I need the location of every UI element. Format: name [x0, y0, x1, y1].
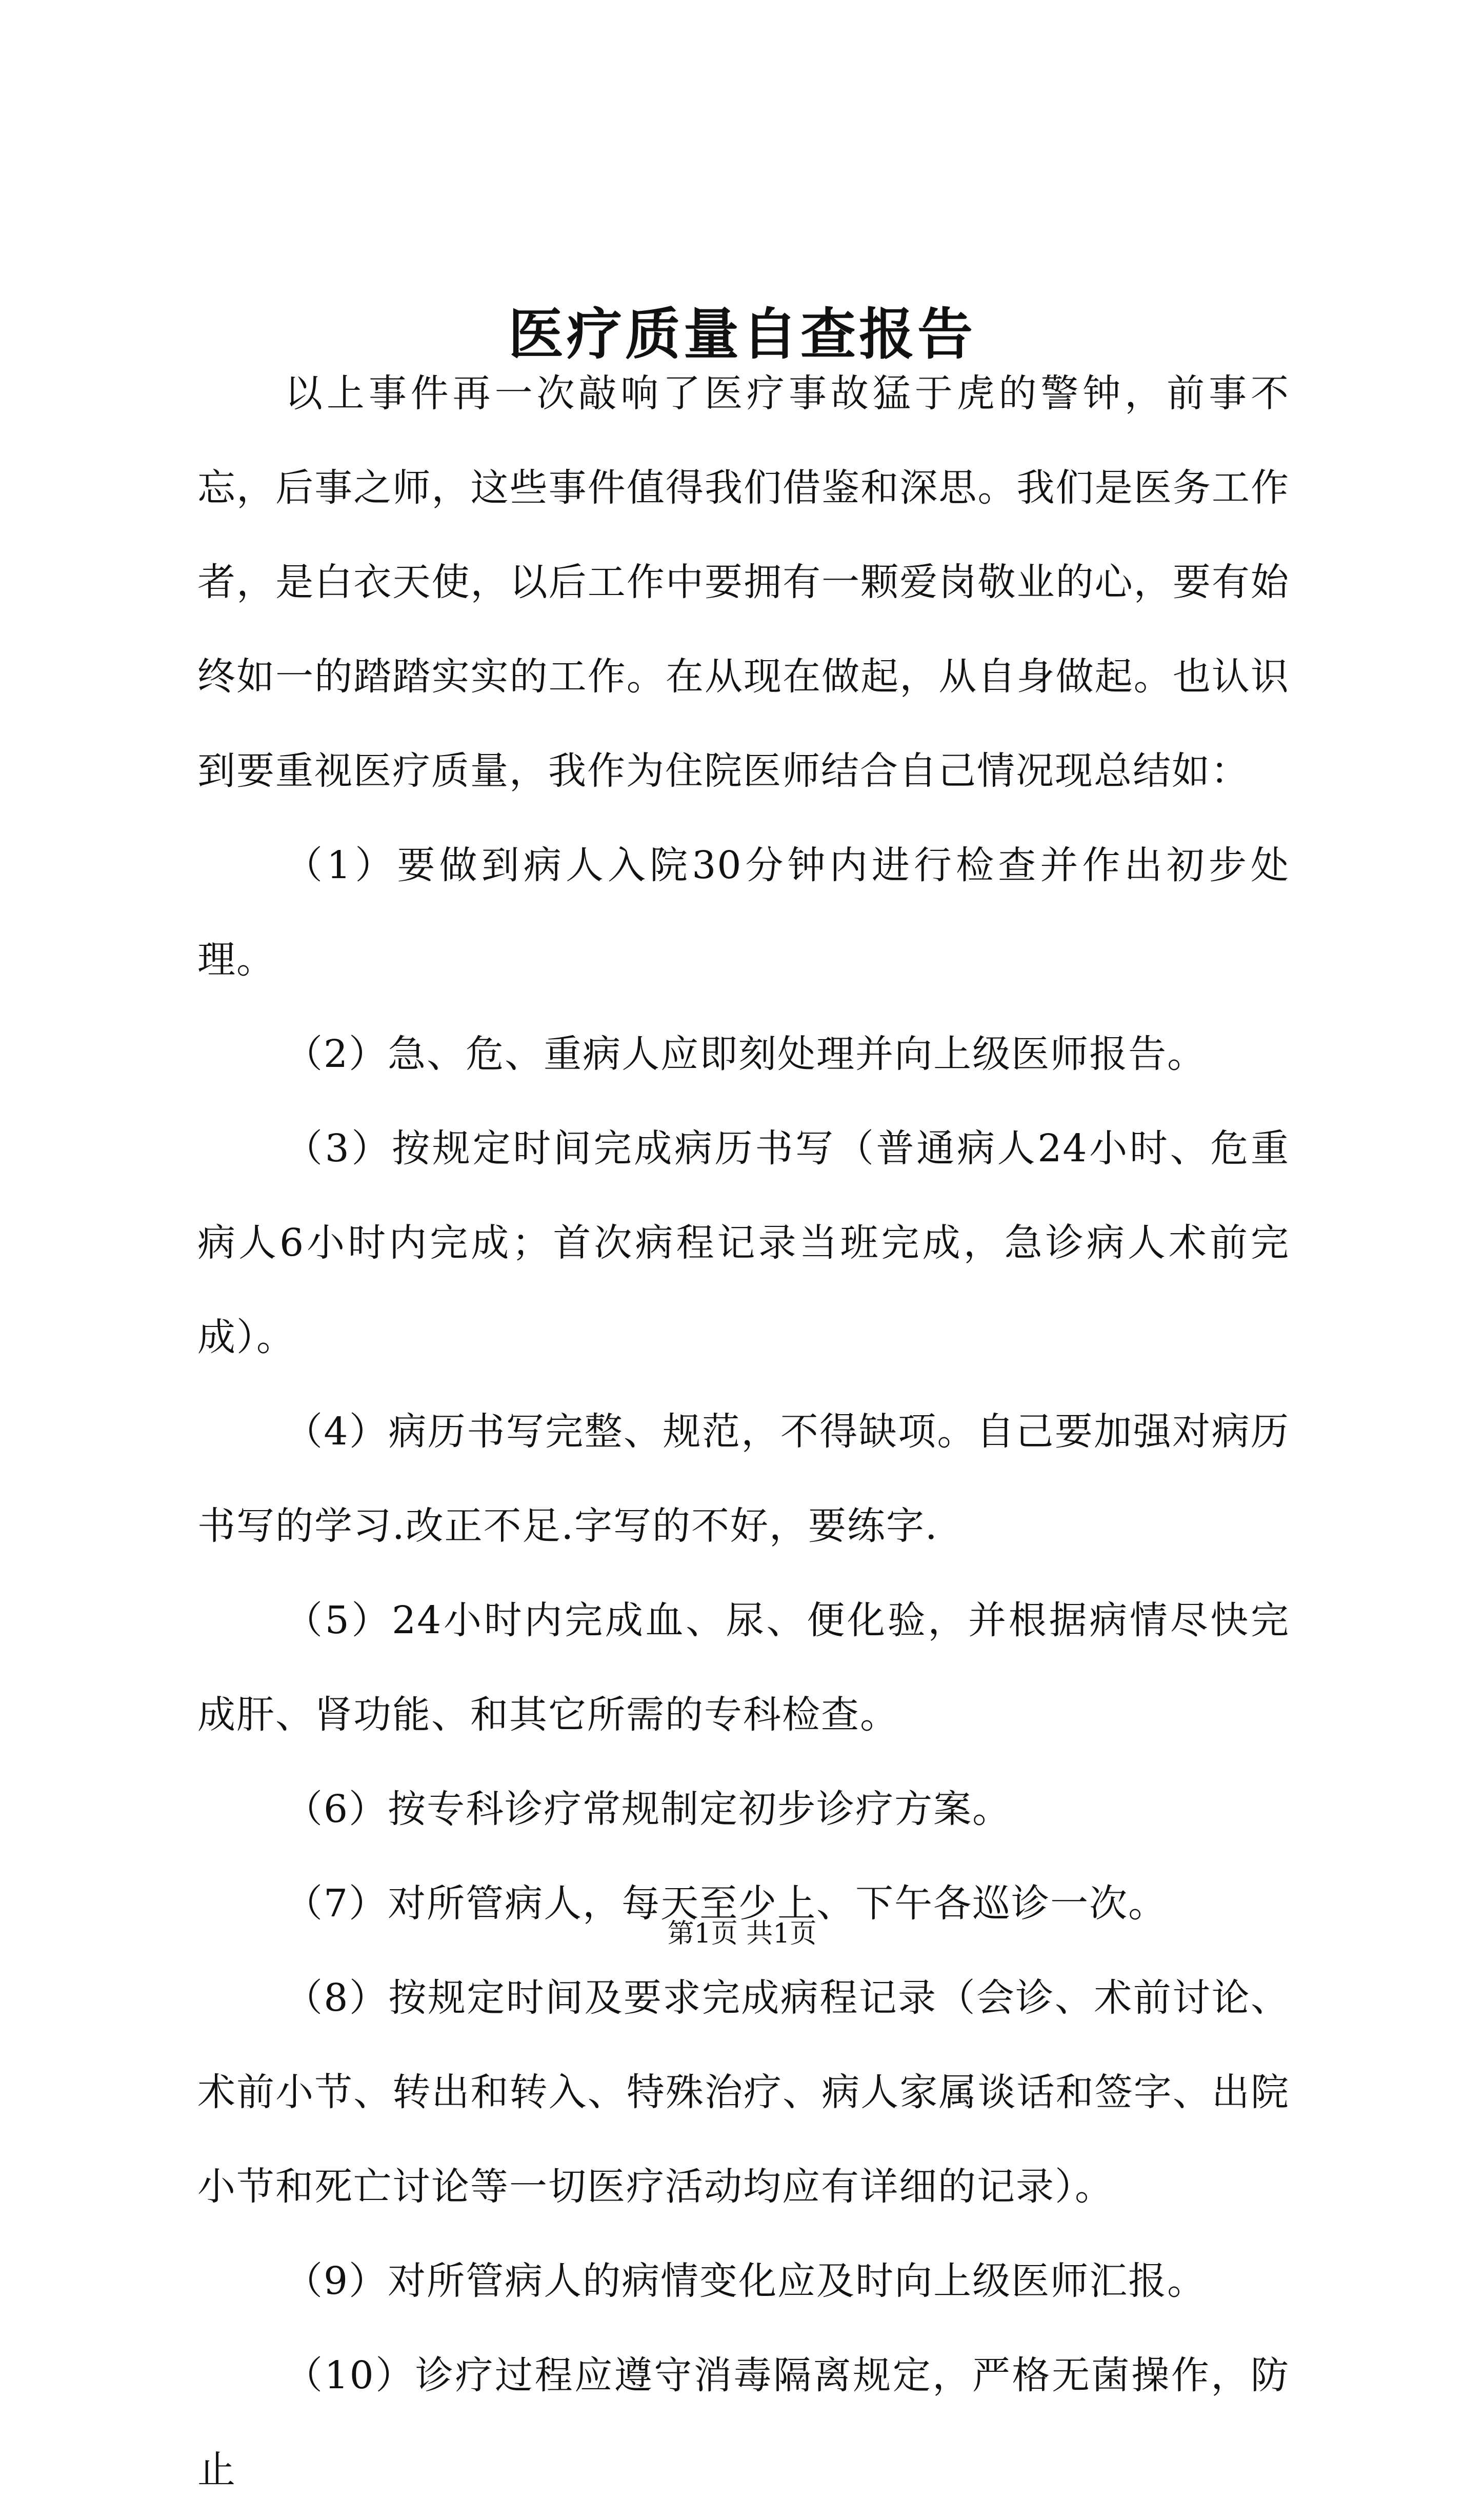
list-item-9: （9）对所管病人的病情变化应及时向上级医师汇报。: [285, 2259, 1207, 2303]
list-item-6: （6）按专科诊疗常规制定初步诊疗方案。: [285, 1787, 1012, 1831]
list-item-7: （7）对所管病人，每天至少上、下午各巡诊一次。: [285, 1881, 1168, 1926]
list-item-1: （1）要做到病人入院30分钟内进行检查并作出初步处理。: [197, 843, 1290, 982]
paragraph-intro: 以上事件再一次敲响了医疗事故猛于虎的警钟，前事不忘，后事之师，这些事件值得我们借鉴和深思。我们是医务工作者，是白衣天使，以后工作中要拥有一颗爱岗敬业的心，要有始终如一的踏踏实实的工作。在从现在做起，从自身做起。也认识到要重视医疗质量，我作为住院医师结合自己情况现总结如：: [197, 371, 1290, 793]
list-item-10: （10）诊疗过程应遵守消毒隔离规定，严格无菌操作，防止: [197, 2353, 1290, 2492]
document-body: [197, 346, 1290, 2517]
list-item-8: （8）按规定时间及要求完成病程记录（会诊、术前讨论、术前小节、转出和转入、特殊治疗、病人家属谈话和签字、出院小节和死亡讨论等一切医疗活动均应有详细的记录）。: [197, 1976, 1290, 2209]
list-item-5: （5）24小时内完成血、尿、便化验，并根据病情尽快完成肝、肾功能、和其它所需的专科检查。: [197, 1598, 1290, 1737]
document-title: 医疗质量自查报告: [508, 302, 976, 367]
list-item-2: （2）急、危、重病人应即刻处理并向上级医师报告。: [285, 1032, 1207, 1076]
page-footer: 第1页 共1页: [667, 1918, 817, 1949]
list-item-3: （3）按规定时间完成病历书写（普通病人24小时、危重病人6小时内完成；首次病程记录当班完成，急诊病人术前完成）。: [197, 1126, 1290, 1359]
list-item-4: （4）病历书写完整、规范，不得缺项。自己要加强对病历书写的学习.改正不足.字写的不好，要练字.: [197, 1410, 1290, 1548]
